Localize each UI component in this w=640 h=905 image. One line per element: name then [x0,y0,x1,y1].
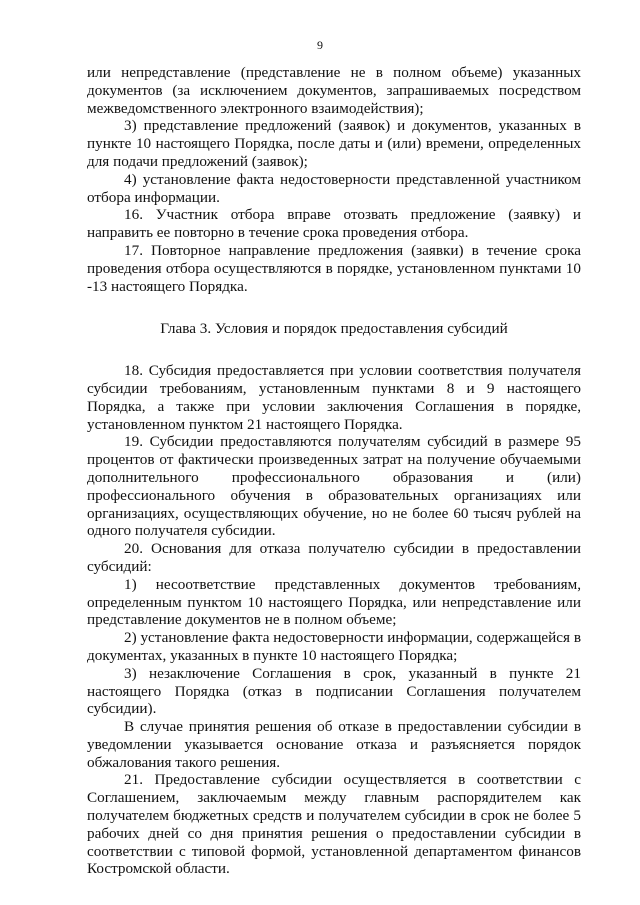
top-paragraphs [87,64,581,295]
paragraph: 1) несоответствие представленных документов требованиям, определенным пунктом 10 настоящего Порядка, или непредставление или представление документов не в полном объеме; [87,575,581,629]
paragraph: 21. Предоставление субсидии осуществляется в соответствии с Соглашением, заключаемым между главным распорядителем как получателем бюджетных средств и получателем субсидии в срок не более 5 рабочих дней со дня принятия решения о предоставлении субсидии в соответствии с типовой формой, установленной департаментом финансов Костромской области. [87,771,581,878]
paragraph: 3) незаключение Соглашения в срок, указанный в пункте 21 настоящего Порядка (отказ в подписании Соглашения получателем субсидии). [87,664,581,718]
page-number: 9 [317,38,323,52]
paragraph: 19. Субсидии предоставляются получателям субсидий в размере 95 процентов от фактически произведенных затрат на получение обучаемыми дополнительного профессионального образования и (или) профессионального обучения в образовательных организациях или организациях, осуществляющих обучение, но не более 60 тысяч рублей на одного получателя субсидии. [87,433,581,540]
paragraph: 3) представление предложений (заявок) и документов, указанных в пункте 10 настоящего Порядка, после даты и (или) времени, определенных для подачи предложений (заявок); [87,117,581,170]
paragraph: 20. Основания для отказа получателю субсидии в предоставлении субсидий: [87,540,581,575]
paragraph: 17. Повторное направление предложения (заявки) в течение срока проведения отбора осуществляются в порядке, установленном пунктами 10 -13 настоящего Порядка. [87,241,581,295]
paragraph: 4) установление факта недостоверности представленной участником отбора информации. [87,170,581,206]
paragraph: 18. Субсидия предоставляется при условии соответствия получателя субсидии требованиям, установленным пунктами 8 и 9 настоящего Порядка, а также при условии заключения Соглашения в порядке, установленном пунктом 21 настоящего Порядка. [87,362,581,433]
paragraph: 2) установление факта недостоверности информации, содержащейся в документах, указанных в пункте 10 настоящего Порядка; [87,629,581,664]
paragraph: 16. Участник отбора вправе отозвать предложение (заявку) и направить ее повторно в течение срока проведения отбора. [87,206,581,242]
document-body [87,64,581,878]
chapter-heading: Глава 3. Условия и порядок предоставления субсидий [160,320,508,338]
paragraph: или непредставление (представление не в полном объеме) указанных документов (за исключением документов, запрашиваемых посредством межведомственного электронного взаимодействия); [87,64,581,117]
paragraph: В случае принятия решения об отказе в предоставлении субсидии в уведомлении указывается основание отказа и разъясняется порядок обжалования такого решения. [87,718,581,771]
bottom-paragraphs [87,362,581,878]
